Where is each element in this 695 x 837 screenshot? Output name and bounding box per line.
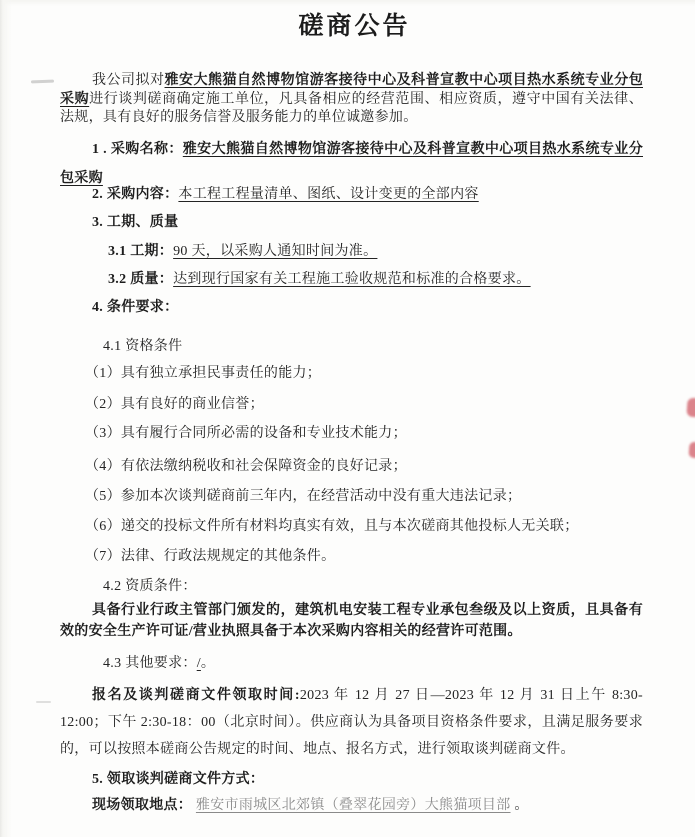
section-4-2-heading: 4.2 资质条件： bbox=[103, 579, 197, 594]
section-1-label: 1 . 采购名称： bbox=[92, 142, 183, 157]
qualification-item-7: （7）法律、行政法规规定的其他条件。 bbox=[85, 549, 336, 564]
section-4-2-body: 具备行业行政主管部门颁发的，建筑机电安装工程专业承包叁级及以上资质，且具备有效的安全生产许可证/营业执照具备于本次采购内容相关的经营许可范围。 bbox=[60, 603, 643, 639]
section-4-3-period: 。 bbox=[200, 656, 216, 671]
section-4-3-value: / bbox=[196, 656, 201, 671]
signup-time-value: 2023 年 12 月 27 日—2023 年 12 月 31 日上午 8:30-12:00；下午 2:30-18：00（北京时间）。供应商认为具备项目资格条件要求，且满足服务要求的，可以按照本磋商公告规定的时间、地点、报名方式，进行领取谈判磋商文件。 bbox=[60, 688, 643, 757]
pickup-location-line bbox=[60, 796, 643, 816]
section-2-procurement-content bbox=[60, 185, 643, 205]
red-stamp-edge-mark-lower bbox=[688, 442, 695, 459]
red-stamp-edge-mark-upper bbox=[686, 398, 695, 418]
section-3-2-label: 3.2 质量： bbox=[108, 272, 174, 287]
section-4-3-label: 4.3 其他要求： bbox=[103, 656, 197, 671]
scan-artifact-dash-top bbox=[31, 80, 54, 84]
section-1-value: 雅安大熊猫自然博物馆游客接待中心及科普宣教中心项目热水系统专业分包采购 bbox=[60, 142, 643, 186]
pickup-location-value: 雅安市雨城区北郊镇（叠翠花园旁）大熊猫项目部 bbox=[195, 798, 511, 813]
section-2-value: 本工程工程量清单、图纸、设计变更的全部内容 bbox=[178, 187, 479, 202]
pickup-location-period: 。 bbox=[510, 798, 529, 813]
signup-time-label: 报名及谈判磋商文件领取时间: bbox=[92, 688, 300, 703]
section-3-1-value: 90 天，以采购人通知时间为准。 bbox=[173, 244, 378, 259]
section-3-2-quality bbox=[60, 270, 643, 290]
section-3-2-value: 达到现行国家有关工程施工验收规范和标准的合格要求。 bbox=[173, 272, 531, 287]
section-4-heading: 4. 条件要求： bbox=[92, 300, 179, 315]
qualification-item-3: （3）具有履行合同所必需的设备和专业技术能力； bbox=[85, 426, 407, 441]
section-5-heading: 5. 领取谈判磋商文件方式： bbox=[92, 772, 265, 787]
qualification-item-1: （1）具有独立承担民事责任的能力； bbox=[85, 366, 322, 381]
section-4-1-heading: 4.1 资格条件 bbox=[103, 339, 183, 354]
qualification-item-4: （4）有依法缴纳税收和社会保障资金的良好记录； bbox=[85, 459, 407, 474]
intro-paragraph bbox=[60, 72, 643, 128]
signup-time-paragraph bbox=[60, 682, 643, 763]
scan-artifact-dash-bottom bbox=[36, 701, 51, 703]
section-3-1-duration bbox=[60, 242, 643, 262]
section-3-heading: 3. 工期、质量 bbox=[92, 215, 179, 230]
qualification-item-2: （2）具有良好的商业信誉； bbox=[85, 397, 264, 412]
section-2-label: 2. 采购内容： bbox=[92, 187, 179, 202]
section-3-1-label: 3.1 工期： bbox=[108, 244, 174, 259]
qualification-item-5: （5）参加本次谈判磋商前三年内，在经营活动中没有重大违法记录； bbox=[85, 489, 522, 504]
page-title: 磋商公告 bbox=[298, 13, 411, 40]
qualification-item-6: （6）递交的投标文件所有材料均真实有效，且与本次磋商其他投标人无关联； bbox=[85, 519, 579, 534]
intro-tail: 进行谈判磋商确定施工单位，凡具备相应的经营范围、相应资质，遵守中国有关法律、法规，具有良好的服务信誉及服务能力的单位诚邀参加。 bbox=[60, 91, 643, 125]
section-4-3-other bbox=[60, 654, 643, 674]
pickup-location-label: 现场领取地点： bbox=[92, 798, 193, 813]
intro-lead: 我公司拟对 bbox=[92, 73, 165, 88]
project-name-inline: 雅安大熊猫自然博物馆游客接待中心及科普宣教中心项目热水系统专业分包采购 bbox=[60, 73, 643, 107]
